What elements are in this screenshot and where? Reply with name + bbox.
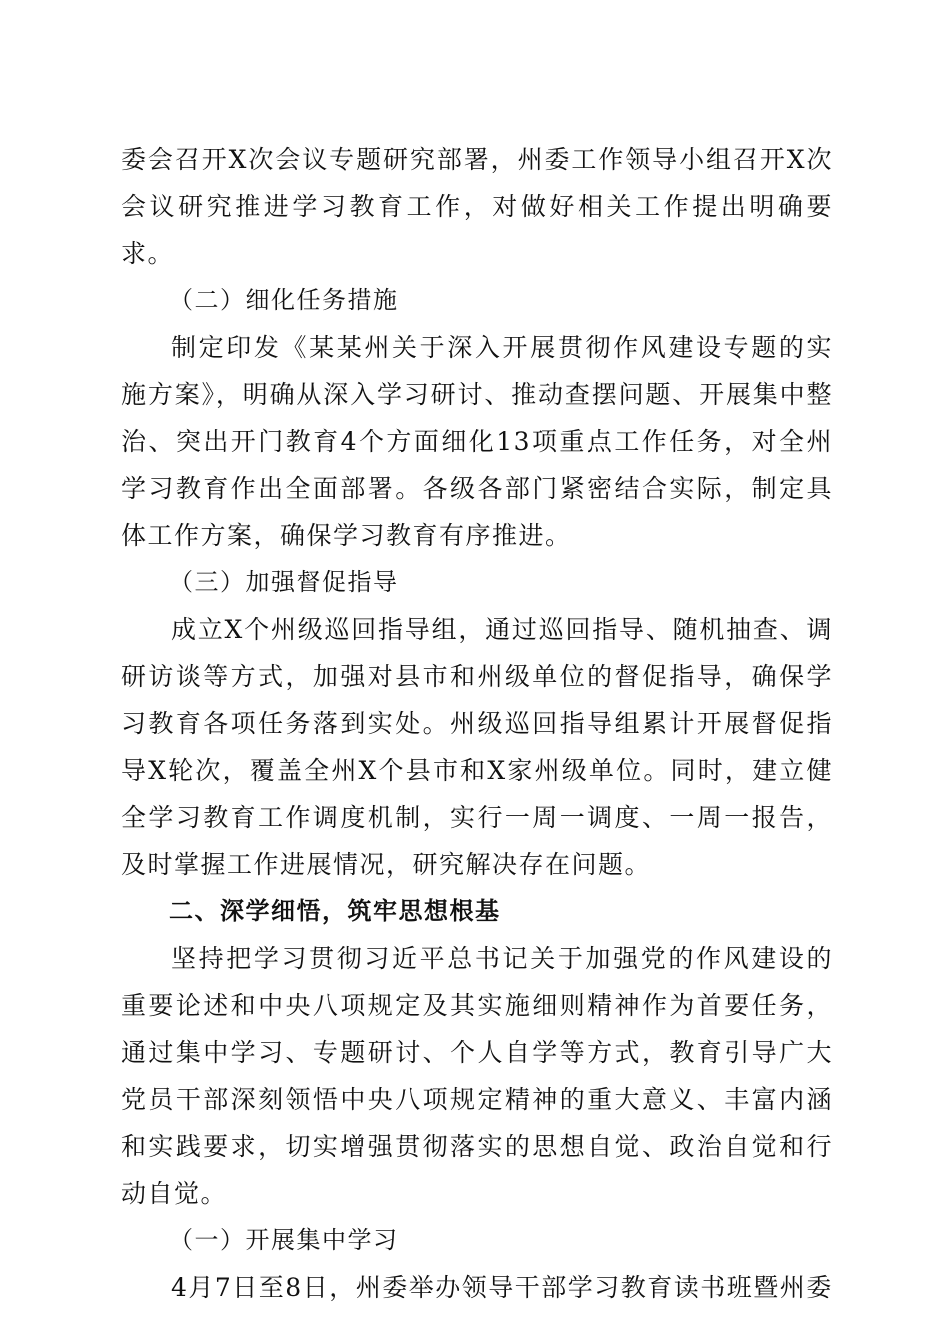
sub-heading: （三）加强督促指导 [169, 568, 399, 596]
paragraph-continued: 委会召开X次会议专题研究部署，州委工作领导小组召开X次会议研究推进学习教育工作，对做好相关工作提出明确要求。 [121, 145, 833, 268]
sub-heading: （二）细化任务措施 [169, 286, 399, 314]
paragraph: 坚持把学习贯彻习近平总书记关于加强党的作风建设的重要论述和中央八项规定及其实施细则精神作为首要任务，通过集中学习、专题研讨、个人自学等方式，教育引导广大党员干部深刻领悟中央八项规定精神的重大意义、丰富内涵和实践要求，切实增强贯彻落实的思想自觉、政治自觉和行动自觉。 [121, 944, 833, 1208]
paragraph: 制定印发《某某州关于深入开展贯彻作风建设专题的实施方案》，明确从深入学习研讨、推动查摆问题、开展集中整治、突出开门教育4个方面细化13项重点工作任务，对全州学习教育作出全面部署。各级各部门紧密结合实际，制定具体工作方案，确保学习教育有序推进。 [121, 333, 833, 550]
paragraph: 4月7日至8日，州委举办领导干部学习教育读书班暨州委 [171, 1273, 833, 1302]
sub-heading: （一）开展集中学习 [169, 1226, 399, 1254]
document-body [121, 136, 833, 1311]
paragraph: 成立X个州级巡回指导组，通过巡回指导、随机抽查、调研访谈等方式，加强对县市和州级单位的督促指导，确保学习教育各项任务落到实处。州级巡回指导组累计开展督促指导X轮次，覆盖全州X个县市和X家州级单位。同时，建立健全学习教育工作调度机制，实行一周一调度、一周一报告，及时掌握工作进展情况，研究解决存在问题。 [121, 615, 833, 879]
section-heading: 二、深学细悟，筑牢思想根基 [169, 897, 501, 925]
